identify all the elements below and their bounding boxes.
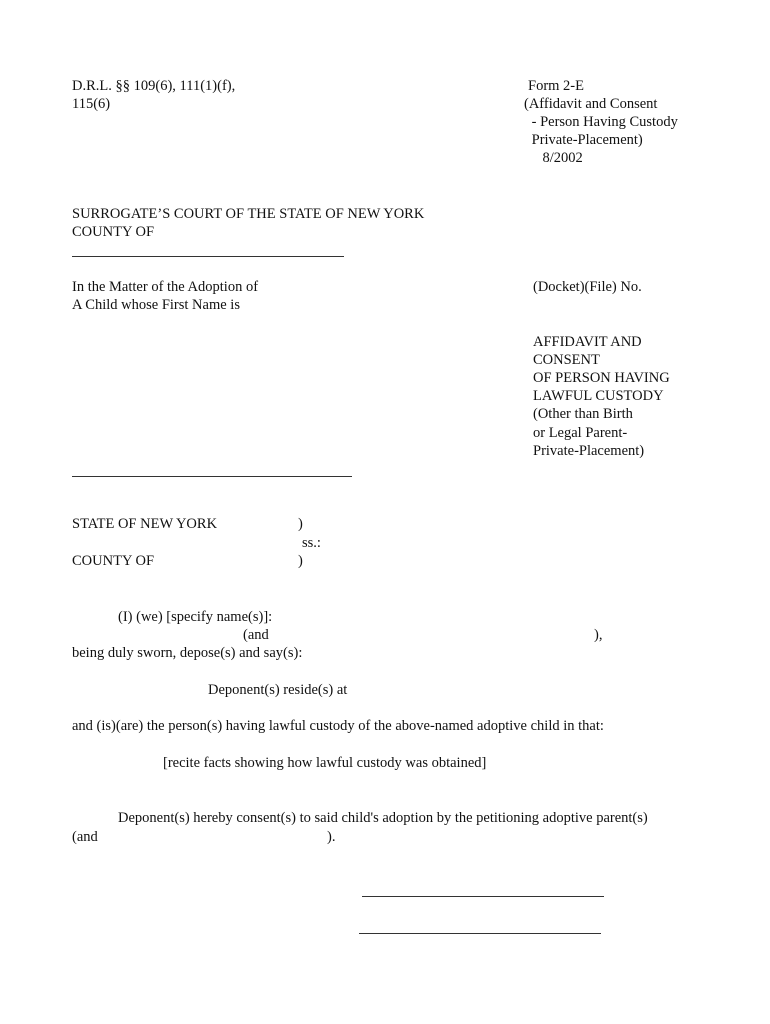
- and-open-paren-2: (and: [72, 829, 98, 845]
- form-description-line1: (Affidavit and Consent: [524, 96, 658, 112]
- document-title-line7: Private-Placement): [533, 443, 645, 459]
- docket-number-label: (Docket)(File) No.: [533, 279, 642, 295]
- court-county-label: COUNTY OF: [72, 224, 155, 240]
- recite-facts-instruction: [recite facts showing how lawful custody was obtained]: [163, 755, 487, 771]
- venue-paren-top: ): [298, 516, 303, 532]
- form-description-line2: - Person Having Custody: [528, 114, 678, 130]
- names-intro: (I) (we) [specify name(s)]:: [118, 609, 273, 625]
- statute-citation-line1: D.R.L. §§ 109(6), 111(1)(f),: [72, 78, 236, 94]
- child-name-blank-line: [72, 476, 352, 477]
- document-title-line6: or Legal Parent-: [533, 425, 628, 441]
- statute-citation-line2: 115(6): [72, 96, 111, 112]
- county-blank-line: [72, 256, 344, 257]
- document-title-line4: LAWFUL CUSTODY: [533, 388, 664, 404]
- sworn-statement: being duly sworn, depose(s) and say(s):: [72, 645, 303, 661]
- venue-county: COUNTY OF: [72, 553, 155, 569]
- document-title-line5: (Other than Birth: [533, 406, 633, 422]
- and-open-paren: (and: [243, 627, 269, 643]
- residence-statement: Deponent(s) reside(s) at: [208, 682, 348, 698]
- consent-statement: Deponent(s) hereby consent(s) to said child's adoption by the petitioning adoptive parent(s): [118, 810, 648, 826]
- matter-line1: In the Matter of the Adoption of: [72, 279, 259, 295]
- signature-line-1: [362, 896, 604, 897]
- document-title-line3: OF PERSON HAVING: [533, 370, 670, 386]
- court-name: SURROGATE’S COURT OF THE STATE OF NEW YORK: [72, 206, 425, 222]
- venue-ss: ss.:: [302, 535, 321, 551]
- close-paren-2: ).: [327, 829, 336, 845]
- form-date: 8/2002: [528, 150, 583, 166]
- close-paren: ),: [594, 627, 603, 643]
- matter-line2: A Child whose First Name is: [72, 297, 240, 313]
- venue-state: STATE OF NEW YORK: [72, 516, 218, 532]
- custody-statement: and (is)(are) the person(s) having lawful custody of the above-named adoptive child in that:: [72, 718, 604, 734]
- document-title-line2: CONSENT: [533, 352, 600, 368]
- form-description-line3: Private-Placement): [528, 132, 643, 148]
- form-number: Form 2-E: [528, 78, 584, 94]
- signature-line-2: [359, 933, 601, 934]
- document-title-line1: AFFIDAVIT AND: [533, 334, 642, 350]
- venue-paren-bottom: ): [298, 553, 303, 569]
